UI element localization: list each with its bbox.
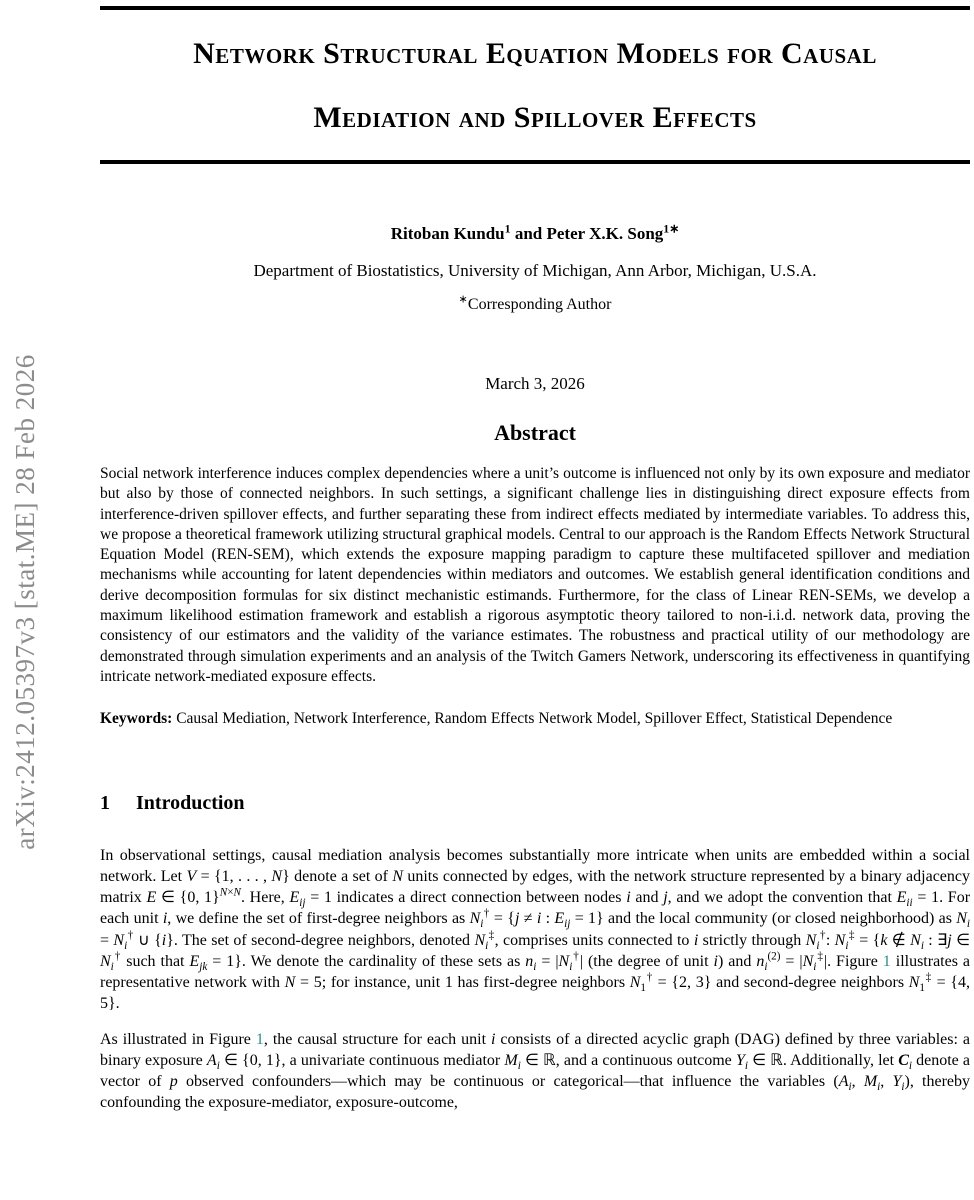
section-title: Introduction	[136, 791, 245, 814]
intro-paragraph-1: In observational settings, causal mediation analysis becomes substantially more intricate when units are embedded within a social network. Let V = {1, . . . , N} denote a set of N units connected by edges, with the network structure represented by a binary adjacency matrix E ∈ {0, 1}$^{N\times N}$. Here, $E_{ij} = 1$ indicates a direct connection between nodes i and j, and we adopt the convention that $E_{ii} = 1$. For each unit i, we define the set of first-degree neighbors as $N_i^\dagger = \{j \ne i$ : $E_{ij} = 1$} and the local community (or closed neighborhood) as $N_i = N_i^\dagger$ ∪ {i}. The set of second-degree neighbors, denoted $N_i^\ddagger$, comprises units connected to i strictly through $N_i^\dagger$: $N_i^\ddagger = \{k$ ∉ $N_i$ : ∃j ∈ $N_i^\dagger$ such that $E_{jk} = 1$}. We denote the cardinality of these sets as $n_i = |N_i^\dagger|$ (the degree of unit i) and $n_i^{(2)} = |N_i^\ddagger|$. Figure 1 illustrates a representative network with N = 5; for instance, unit 1 has first-degree neighbors $N_1^\dagger = \{2$, 3} and second-degree neighbors $N_1^\ddagger = \{4$, 5}.	[100, 846, 971, 1013]
abstract-text: Social network interference induces complex dependencies where a unit’s outcome is influenced not only by its own exposure and mediator but also by those of connected neighbors. In such settings, a significant challenge lies in distinguishing direct exposure effects from interference-driven spillover effects, and further separating these from indirect effects mediated by intermediate variables. To address this, we propose a theoretical framework utilizing structural graphical models. Central to our approach is the Random Effects Network Structural Equation Model (REN-SEM), which extends the exposure mapping paradigm to capture these multifaceted spillover and mediation mechanisms while accounting for latent dependencies within mediators and outcomes. We establish general identification conditions and derive decomposition formulas for six distinct mechanistic estimands. Furthermore, for the class of Linear REN-SEMs, we develop a maximum likelihood estimation framework and establish a rigorous asymptotic theory tailored to non-i.i.d. network data, proving the consistency of our estimators and the validity of the variance estimates. The robustness and practical utility of our methodology are demonstrated through simulation experiments and an analysis of the Twitch Gamers Network, underscoring its effectiveness in quantifying intricate network-mediated exposure effects.	[100, 465, 970, 685]
keywords-line	[100, 709, 970, 729]
abstract-heading: Abstract	[494, 420, 576, 445]
authors-line: Ritoban Kundu$^1$ and Peter X.K. Song$^{1∗}$	[390, 221, 680, 243]
affiliation: Department of Biostatistics, University of Michigan, Ann Arbor, Michigan, U.S.A.	[253, 261, 817, 280]
intro-paragraph-2: As illustrated in Figure 1, the causal structure for each unit i consists of a directed acyclic graph (DAG) defined by three variables: a binary exposure $A_i$ ∈ {0, 1}, a univariate continuous mediator $M_i$ ∈ ℝ, and a continuous outcome $Y_i$ ∈ ℝ. Additionally, let $C_i$ denote a vector of p observed confounders—which may be continuous or categorical—that influence the variables ($A_i$, $M_i$, $Y_i$), thereby confounding the exposure-mediator, exposure-outcome,	[100, 1030, 971, 1112]
paper-date: March 3, 2026	[485, 374, 585, 393]
paper-title-line2: Mediation and Spillover Effects	[313, 101, 757, 134]
paper-content	[100, 0, 970, 1114]
corresponding-author-note: ∗Corresponding Author	[458, 293, 612, 313]
paper-title	[100, 22, 970, 150]
keywords-text: Causal Mediation, Network Interference, Random Effects Network Model, Spillover Effect, Statistical Dependence	[172, 710, 893, 728]
title-horizontal-rule	[100, 160, 970, 164]
section-heading-introduction	[100, 792, 970, 815]
arxiv-watermark: arXiv:2412.05397v3 [stat.ME] 28 Feb 2026	[10, 354, 40, 850]
section-number: 1	[100, 791, 110, 814]
top-horizontal-rule	[100, 6, 970, 10]
paper-title-line1: Network Structural Equation Models for Causal	[193, 37, 877, 70]
keywords-label: Keywords:	[100, 710, 173, 728]
